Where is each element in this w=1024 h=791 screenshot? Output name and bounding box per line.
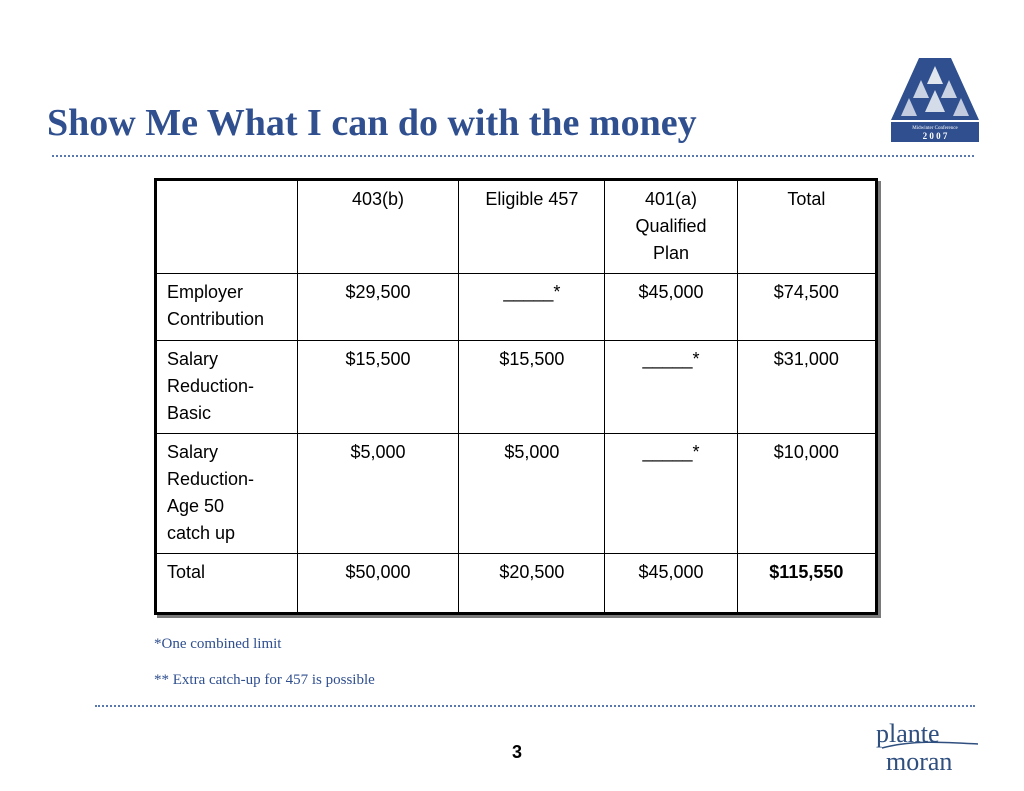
table-row	[156, 274, 877, 341]
table-cell: $5,000	[297, 434, 459, 554]
table-cell: $15,500	[297, 341, 459, 434]
table-cell: $50,000	[297, 554, 459, 614]
table-header-cell: Eligible 457	[459, 180, 605, 274]
grand-total-cell: $115,550	[737, 554, 876, 614]
table-cell: $45,000	[605, 554, 737, 614]
table-header-cell: 403(b)	[297, 180, 459, 274]
page-number: 3	[512, 742, 523, 762]
plante-moran-logo	[872, 718, 982, 776]
table-header-cell: Total	[737, 180, 876, 274]
table-row	[156, 434, 877, 554]
row-label: Total	[156, 554, 298, 614]
logo-word-plante: plante	[876, 719, 940, 748]
row-label: Salary Reduction- Age 50 catch up	[156, 434, 298, 554]
table-cell: $15,500	[459, 341, 605, 434]
conference-logo-caption: Midwinter Conference	[912, 126, 958, 131]
footnote-extra-catch-up: ** Extra catch-up for 457 is possible	[154, 672, 375, 688]
table-cell: _____*	[459, 274, 605, 341]
table-cell: $5,000	[459, 434, 605, 554]
table-cell: $20,500	[459, 554, 605, 614]
footnote-combined-limit: *One combined limit	[154, 636, 282, 652]
table-cell: $10,000	[737, 434, 876, 554]
row-label: Employer Contribution	[156, 274, 298, 341]
table-cell: _____*	[605, 434, 737, 554]
contribution-table	[154, 178, 878, 615]
conference-logo-year: 2 0 0 7	[922, 131, 948, 141]
table-cell: $31,000	[737, 341, 876, 434]
title-divider	[52, 155, 974, 157]
table-header-row	[156, 180, 877, 274]
table-header-cell: 401(a) Qualified Plan	[605, 180, 737, 274]
slide-title: Show Me What I can do with the money	[47, 102, 697, 144]
row-label: Salary Reduction- Basic	[156, 341, 298, 434]
footer-divider	[95, 705, 975, 707]
table-cell: $74,500	[737, 274, 876, 341]
logo-word-moran: moran	[886, 747, 953, 776]
table-row	[156, 341, 877, 434]
table-header-cell	[156, 180, 298, 274]
table-total-row	[156, 554, 877, 614]
table-cell: _____*	[605, 341, 737, 434]
table-cell: $29,500	[297, 274, 459, 341]
table-cell: $45,000	[605, 274, 737, 341]
conference-logo	[891, 58, 979, 142]
